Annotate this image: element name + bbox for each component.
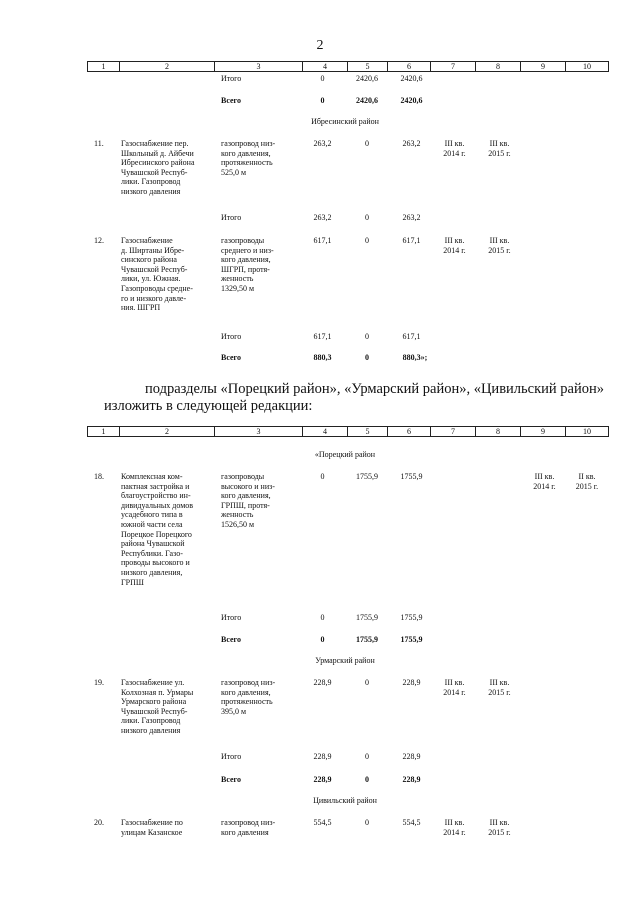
total-c6: 2420,6: [400, 74, 423, 83]
col-number: 7: [431, 62, 476, 72]
grand-total-c6: 1755,9: [400, 635, 423, 644]
subtotal-label: Итого: [221, 332, 242, 341]
grand-total-label: Всего: [221, 353, 241, 362]
paragraph-line-2: изложить в следующей редакции:: [104, 398, 313, 414]
subtotal-label: Итого: [221, 613, 242, 622]
col-number: 6: [388, 62, 431, 72]
subtotal-c5: 0: [365, 213, 369, 222]
col-number: 3: [215, 427, 303, 437]
subtotal-label: Итого: [221, 752, 242, 761]
end-date: III кв. 2015 г.: [488, 678, 511, 697]
col-number: 5: [348, 62, 388, 72]
end-date: III кв. 2015 г.: [488, 236, 511, 255]
value-c6: 228,9: [402, 678, 421, 687]
value-c6: 554,5: [402, 818, 421, 827]
start-date: III кв. 2014 г.: [533, 472, 556, 491]
grand-total-c5: 0: [365, 775, 369, 784]
grand-total-c6: 228,9: [402, 775, 421, 784]
grand-total-c5: 0: [365, 353, 369, 362]
grand-total-c6: 2420,6: [400, 96, 423, 105]
grand-total-c4: 880,3: [313, 353, 332, 362]
value-c6: 617,1: [402, 236, 421, 245]
subtotal-c6: 617,1: [402, 332, 421, 341]
subtotal-c4: 0: [320, 613, 325, 622]
col-number: 9: [521, 62, 566, 72]
value-c5: 0: [365, 139, 369, 148]
subtotal-c4: 263,2: [313, 213, 332, 222]
value-c5: 0: [365, 236, 369, 245]
value-c4: 263,2: [313, 139, 332, 148]
object-description: газопроводы высокого и низ- кого давления, ГРПШ, протя- женность 1526,50 м: [221, 472, 275, 529]
grand-total-label: Всего: [221, 775, 241, 784]
subtotal-c6: 228,9: [402, 752, 421, 761]
total-c4: 0: [320, 74, 325, 83]
subtotal-c4: 228,9: [313, 752, 332, 761]
value-c4: 0: [320, 472, 325, 481]
subtotal-c4: 617,1: [313, 332, 332, 341]
grand-total-label: Всего: [221, 635, 241, 644]
col-number: 4: [303, 427, 348, 437]
col-number: 10: [566, 427, 609, 437]
value-c4: 617,1: [313, 236, 332, 245]
object-description: газопроводы среднего и низ- кого давления, ШГРП, протя- женность 1329,50 м: [221, 236, 274, 293]
total-c5: 2420,6: [356, 74, 378, 83]
object-name: Газоснабжение пер. Школьный д. Айбечи Ибресинского района Чувашской Респуб- лики. Газопровод низкого давления: [121, 139, 195, 196]
start-date: III кв. 2014 г.: [443, 818, 466, 837]
grand-total-c5: 2420,6: [356, 96, 378, 105]
grand-total-label: Всего: [221, 96, 241, 105]
value-c4: 228,9: [313, 678, 332, 687]
subtotal-label: Итого: [221, 213, 242, 222]
object-name: Газоснабжение по улицам Казанское: [121, 818, 183, 837]
col-number: 4: [303, 62, 348, 72]
value-c4: 554,5: [313, 818, 332, 827]
row-number: 19.: [94, 678, 104, 687]
object-name: Комплексная ком- пактная застройка и благоустройство ин- дивидуальных домов усадебного типа в южной части села Порецкое Порецкого района Чувашской Республики. Газо- проводы высокого и низкого давления, ГРПШ: [121, 472, 194, 587]
value-c6: 1755,9: [400, 472, 423, 481]
subtotal-c5: 0: [365, 752, 369, 761]
col-number: 1: [88, 427, 120, 437]
grand-total-c4: 0: [320, 96, 325, 105]
object-description: газопровод низ- кого давления: [221, 818, 276, 837]
value-c5: 1755,9: [356, 472, 378, 481]
end-date: II кв. 2015 г.: [575, 472, 599, 491]
subtotal-c6: 1755,9: [400, 613, 423, 622]
col-number: 8: [476, 427, 521, 437]
total-label: Итого: [221, 74, 242, 83]
start-date: III кв. 2014 г.: [443, 678, 466, 697]
col-number: 10: [566, 62, 609, 72]
value-c5: 0: [365, 818, 369, 827]
col-number: 7: [431, 427, 476, 437]
col-number: 2: [120, 427, 215, 437]
object-name: Газоснабжение д. Ширтаны Ибре- синского района Чувашской Респуб- лики, ул. Южная. Газопроводы средне- го и низкого давле- ния. ШГРП: [121, 236, 193, 313]
row-number: 12.: [94, 236, 104, 245]
value-c6: 263,2: [402, 139, 421, 148]
grand-total-c5: 1755,9: [356, 635, 378, 644]
start-date: III кв. 2014 г.: [443, 236, 466, 255]
page-number: 2: [316, 38, 324, 53]
value-c5: 0: [365, 678, 369, 687]
column-number-header-bottom: [87, 426, 609, 437]
district-heading: Ибресинский район: [311, 117, 379, 126]
paragraph-line-1: подразделы «Порецкий район», «Урмарский район», «Цивильский район»: [145, 381, 604, 397]
start-date: III кв. 2014 г.: [443, 139, 466, 158]
subtotal-c5: 1755,9: [356, 613, 378, 622]
end-date: III кв. 2015 г.: [488, 139, 511, 158]
district-heading: Урмарский район: [315, 656, 375, 665]
col-number: 8: [476, 62, 521, 72]
row-number: 20.: [94, 818, 104, 827]
col-number: 2: [120, 62, 215, 72]
object-description: газопровод низ- кого давления, протяженность 525,0 м: [221, 139, 276, 177]
col-number: 9: [521, 427, 566, 437]
col-number: 5: [348, 427, 388, 437]
end-date: III кв. 2015 г.: [488, 818, 511, 837]
grand-total-c4: 0: [320, 635, 325, 644]
col-number: 6: [388, 427, 431, 437]
row-number: 18.: [94, 472, 104, 481]
subtotal-c5: 0: [365, 332, 369, 341]
column-number-header-top: [87, 61, 609, 72]
district-heading: «Порецкий район: [314, 450, 376, 459]
subtotal-c6: 263,2: [402, 213, 421, 222]
row-number: 11.: [94, 139, 104, 148]
grand-total-c4: 228,9: [313, 775, 332, 784]
object-name: Газоснабжение ул. Колхозная п. Урмары Урмарского района Чувашской Респуб- лики. Газопровод низкого давления: [121, 678, 194, 735]
district-heading: Цивильский район: [313, 796, 377, 805]
grand-total-c6: 880,3»;: [402, 353, 428, 362]
col-number: 3: [215, 62, 303, 72]
col-number: 1: [88, 62, 120, 72]
object-description: газопровод низ- кого давления, протяженность 395,0 м: [221, 678, 276, 716]
